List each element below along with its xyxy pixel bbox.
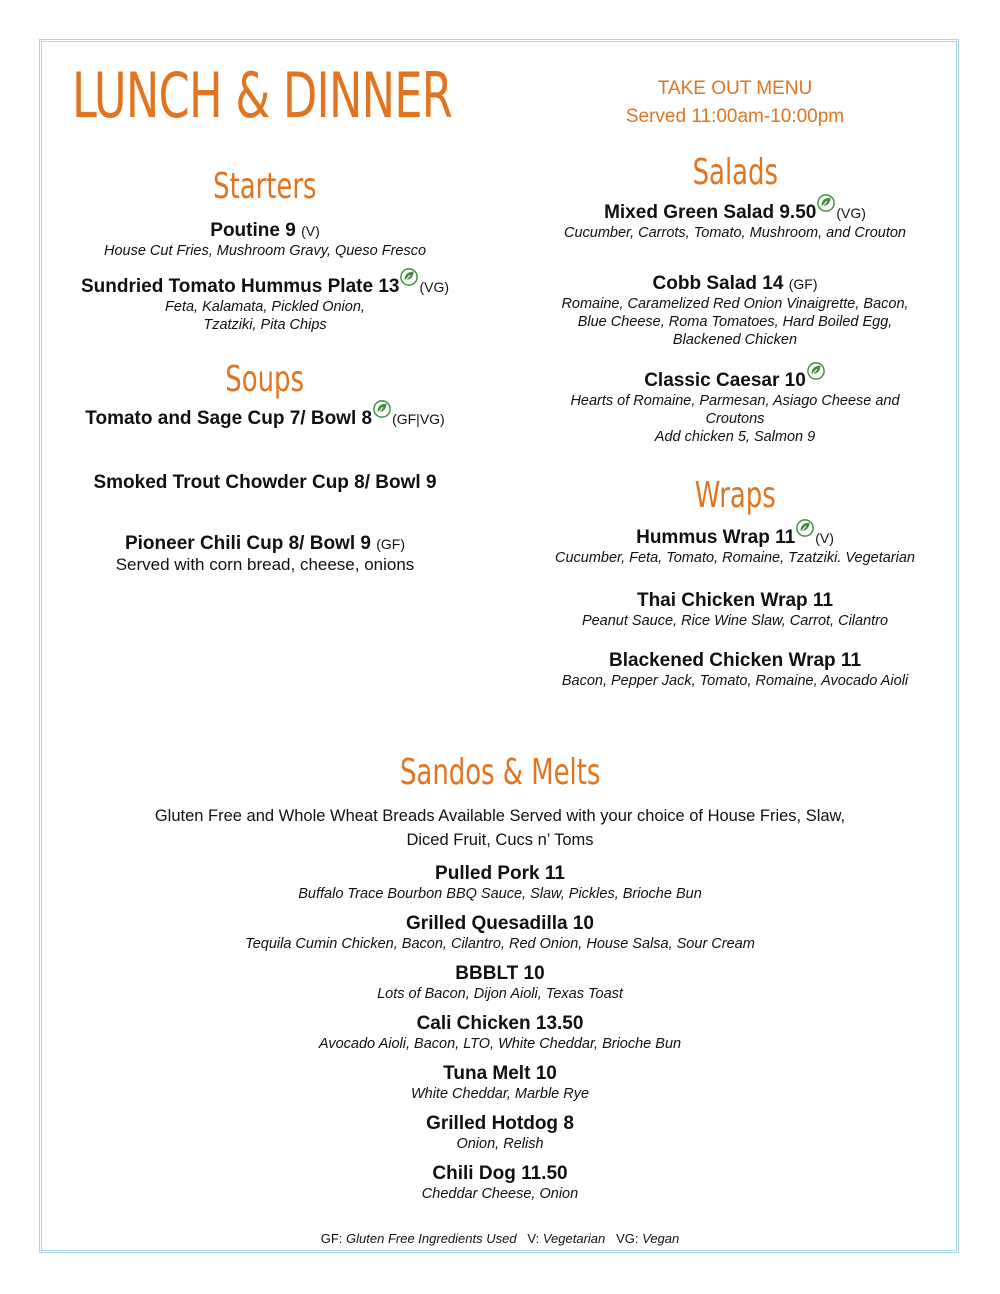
menu-item bbox=[520, 194, 950, 242]
item-description: Buffalo Trace Bourbon BBQ Sauce, Slaw, Pickles, Brioche Bun bbox=[298, 886, 702, 902]
item-name: Cali Chicken 13.50 bbox=[416, 1013, 584, 1034]
menu-item bbox=[60, 268, 470, 334]
wraps-heading: Wraps bbox=[694, 475, 776, 516]
item-name: Cobb Salad 14 bbox=[652, 273, 784, 294]
item-name: Grilled Quesadilla 10 bbox=[406, 913, 594, 934]
diet-tag: (GF|VG) bbox=[392, 411, 445, 427]
item-description: House Cut Fries, Mushroom Gravy, Queso Fresco bbox=[103, 243, 427, 259]
leaf-icon bbox=[400, 268, 418, 286]
item-description: Cucumber, Carrots, Tomato, Mushroom, and Crouton bbox=[564, 225, 906, 241]
item-description: Bacon, Pepper Jack, Tomato, Romaine, Avocado Aioli bbox=[561, 673, 909, 689]
menu-item bbox=[50, 472, 480, 494]
item-description: Peanut Sauce, Rice Wine Slaw, Carrot, Cilantro bbox=[581, 613, 889, 629]
legend-key: V: bbox=[527, 1231, 540, 1246]
item-description: Lots of Bacon, Dijon Aioli, Texas Toast bbox=[377, 986, 623, 1002]
item-name: Blackened Chicken Wrap 11 bbox=[608, 650, 862, 671]
item-name: BBBLT 10 bbox=[455, 963, 545, 984]
leaf-icon bbox=[817, 194, 835, 212]
item-name: Poutine 9 bbox=[210, 220, 296, 241]
item-description: Avocado Aioli, Bacon, LTO, White Cheddar, Brioche Bun bbox=[318, 1036, 682, 1052]
diet-legend bbox=[0, 1231, 1000, 1246]
item-description: Onion, Relish bbox=[456, 1136, 544, 1152]
menu-item bbox=[520, 273, 950, 349]
diet-tag: (V) bbox=[301, 223, 320, 239]
item-name: Pulled Pork 11 bbox=[435, 863, 565, 884]
item-name: Tomato and Sage Cup 7/ Bowl 8 bbox=[85, 408, 373, 429]
item-description: Blackened Chicken bbox=[672, 332, 798, 348]
diet-tag: (V) bbox=[815, 530, 834, 546]
menu-item bbox=[520, 590, 950, 630]
item-name: Pioneer Chili Cup 8/ Bowl 9 bbox=[124, 533, 371, 554]
starters-heading: Starters bbox=[213, 166, 317, 207]
takeout-label: TAKE OUT MENU bbox=[657, 78, 813, 99]
sandos-intro: Gluten Free and Whole Wheat Breads Available Served with your choice of House Fries, Slaw, bbox=[154, 807, 846, 825]
item-description: Croutons bbox=[705, 411, 765, 427]
item-name: Classic Caesar 10 bbox=[644, 370, 806, 391]
legend-key: VG: bbox=[616, 1231, 639, 1246]
item-description: White Cheddar, Marble Rye bbox=[410, 1086, 590, 1102]
item-description: Served with corn bread, cheese, onions bbox=[115, 555, 415, 574]
sandos-intro: Diced Fruit, Cucs n’ Toms bbox=[406, 831, 594, 849]
menu-item bbox=[150, 913, 850, 953]
legend-text: Vegan bbox=[642, 1231, 680, 1246]
menu-item bbox=[520, 650, 950, 690]
item-description: Feta, Kalamata, Pickled Onion, bbox=[165, 299, 365, 315]
item-name: Hummus Wrap 11 bbox=[636, 527, 796, 548]
item-description: Add chicken 5, Salmon 9 bbox=[654, 429, 816, 445]
menu-item bbox=[150, 963, 850, 1003]
item-name: Thai Chicken Wrap 11 bbox=[636, 590, 834, 611]
item-name: Tuna Melt 10 bbox=[443, 1063, 557, 1084]
menu-item bbox=[150, 863, 850, 903]
diet-tag: (VG) bbox=[836, 205, 866, 221]
item-description: Tzatziki, Pita Chips bbox=[203, 317, 327, 333]
leaf-icon bbox=[807, 362, 825, 380]
menu-title: LUNCH & DINNER bbox=[72, 59, 453, 132]
item-description: Cucumber, Feta, Tomato, Romaine, Tzatziki. Vegetarian bbox=[555, 550, 915, 566]
menu-item bbox=[520, 519, 950, 567]
menu-item bbox=[150, 1013, 850, 1053]
salads-heading: Salads bbox=[692, 152, 778, 193]
item-name: Grilled Hotdog 8 bbox=[426, 1113, 574, 1134]
item-description: Romaine, Caramelized Red Onion Vinaigrette, Bacon, bbox=[561, 296, 909, 312]
menu-item bbox=[50, 533, 480, 575]
item-description: Tequila Cumin Chicken, Bacon, Cilantro, Red Onion, House Salsa, Sour Cream bbox=[245, 936, 755, 952]
menu-item bbox=[150, 1163, 850, 1203]
item-name: Smoked Trout Chowder Cup 8/ Bowl 9 bbox=[93, 472, 437, 493]
menu-item bbox=[50, 400, 480, 430]
menu-item bbox=[60, 220, 470, 260]
legend-text: Vegetarian bbox=[542, 1231, 606, 1246]
soups-heading: Soups bbox=[225, 359, 305, 400]
legend-key: GF: bbox=[320, 1231, 343, 1246]
menu-item bbox=[150, 1063, 850, 1103]
legend-text: Gluten Free Ingredients Used bbox=[346, 1231, 517, 1246]
leaf-icon bbox=[796, 519, 814, 537]
menu-item bbox=[520, 362, 950, 446]
item-description: Hearts of Romaine, Parmesan, Asiago Cheese and bbox=[570, 393, 900, 409]
diet-tag: (GF) bbox=[376, 536, 406, 552]
item-description: Cheddar Cheese, Onion bbox=[421, 1186, 579, 1202]
service-hours: Served 11:00am-10:00pm bbox=[625, 106, 845, 127]
sandos-heading: Sandos & Melts bbox=[399, 752, 601, 793]
menu-item bbox=[150, 1113, 850, 1153]
diet-tag: (VG) bbox=[419, 279, 450, 295]
item-description: Blue Cheese, Roma Tomatoes, Hard Boiled Egg, bbox=[577, 314, 893, 330]
item-name: Chili Dog 11.50 bbox=[432, 1163, 568, 1184]
diet-tag: (GF) bbox=[788, 276, 818, 292]
item-name: Mixed Green Salad 9.50 bbox=[604, 202, 817, 223]
leaf-icon bbox=[373, 400, 391, 418]
item-name: Sundried Tomato Hummus Plate 13 bbox=[80, 276, 400, 297]
